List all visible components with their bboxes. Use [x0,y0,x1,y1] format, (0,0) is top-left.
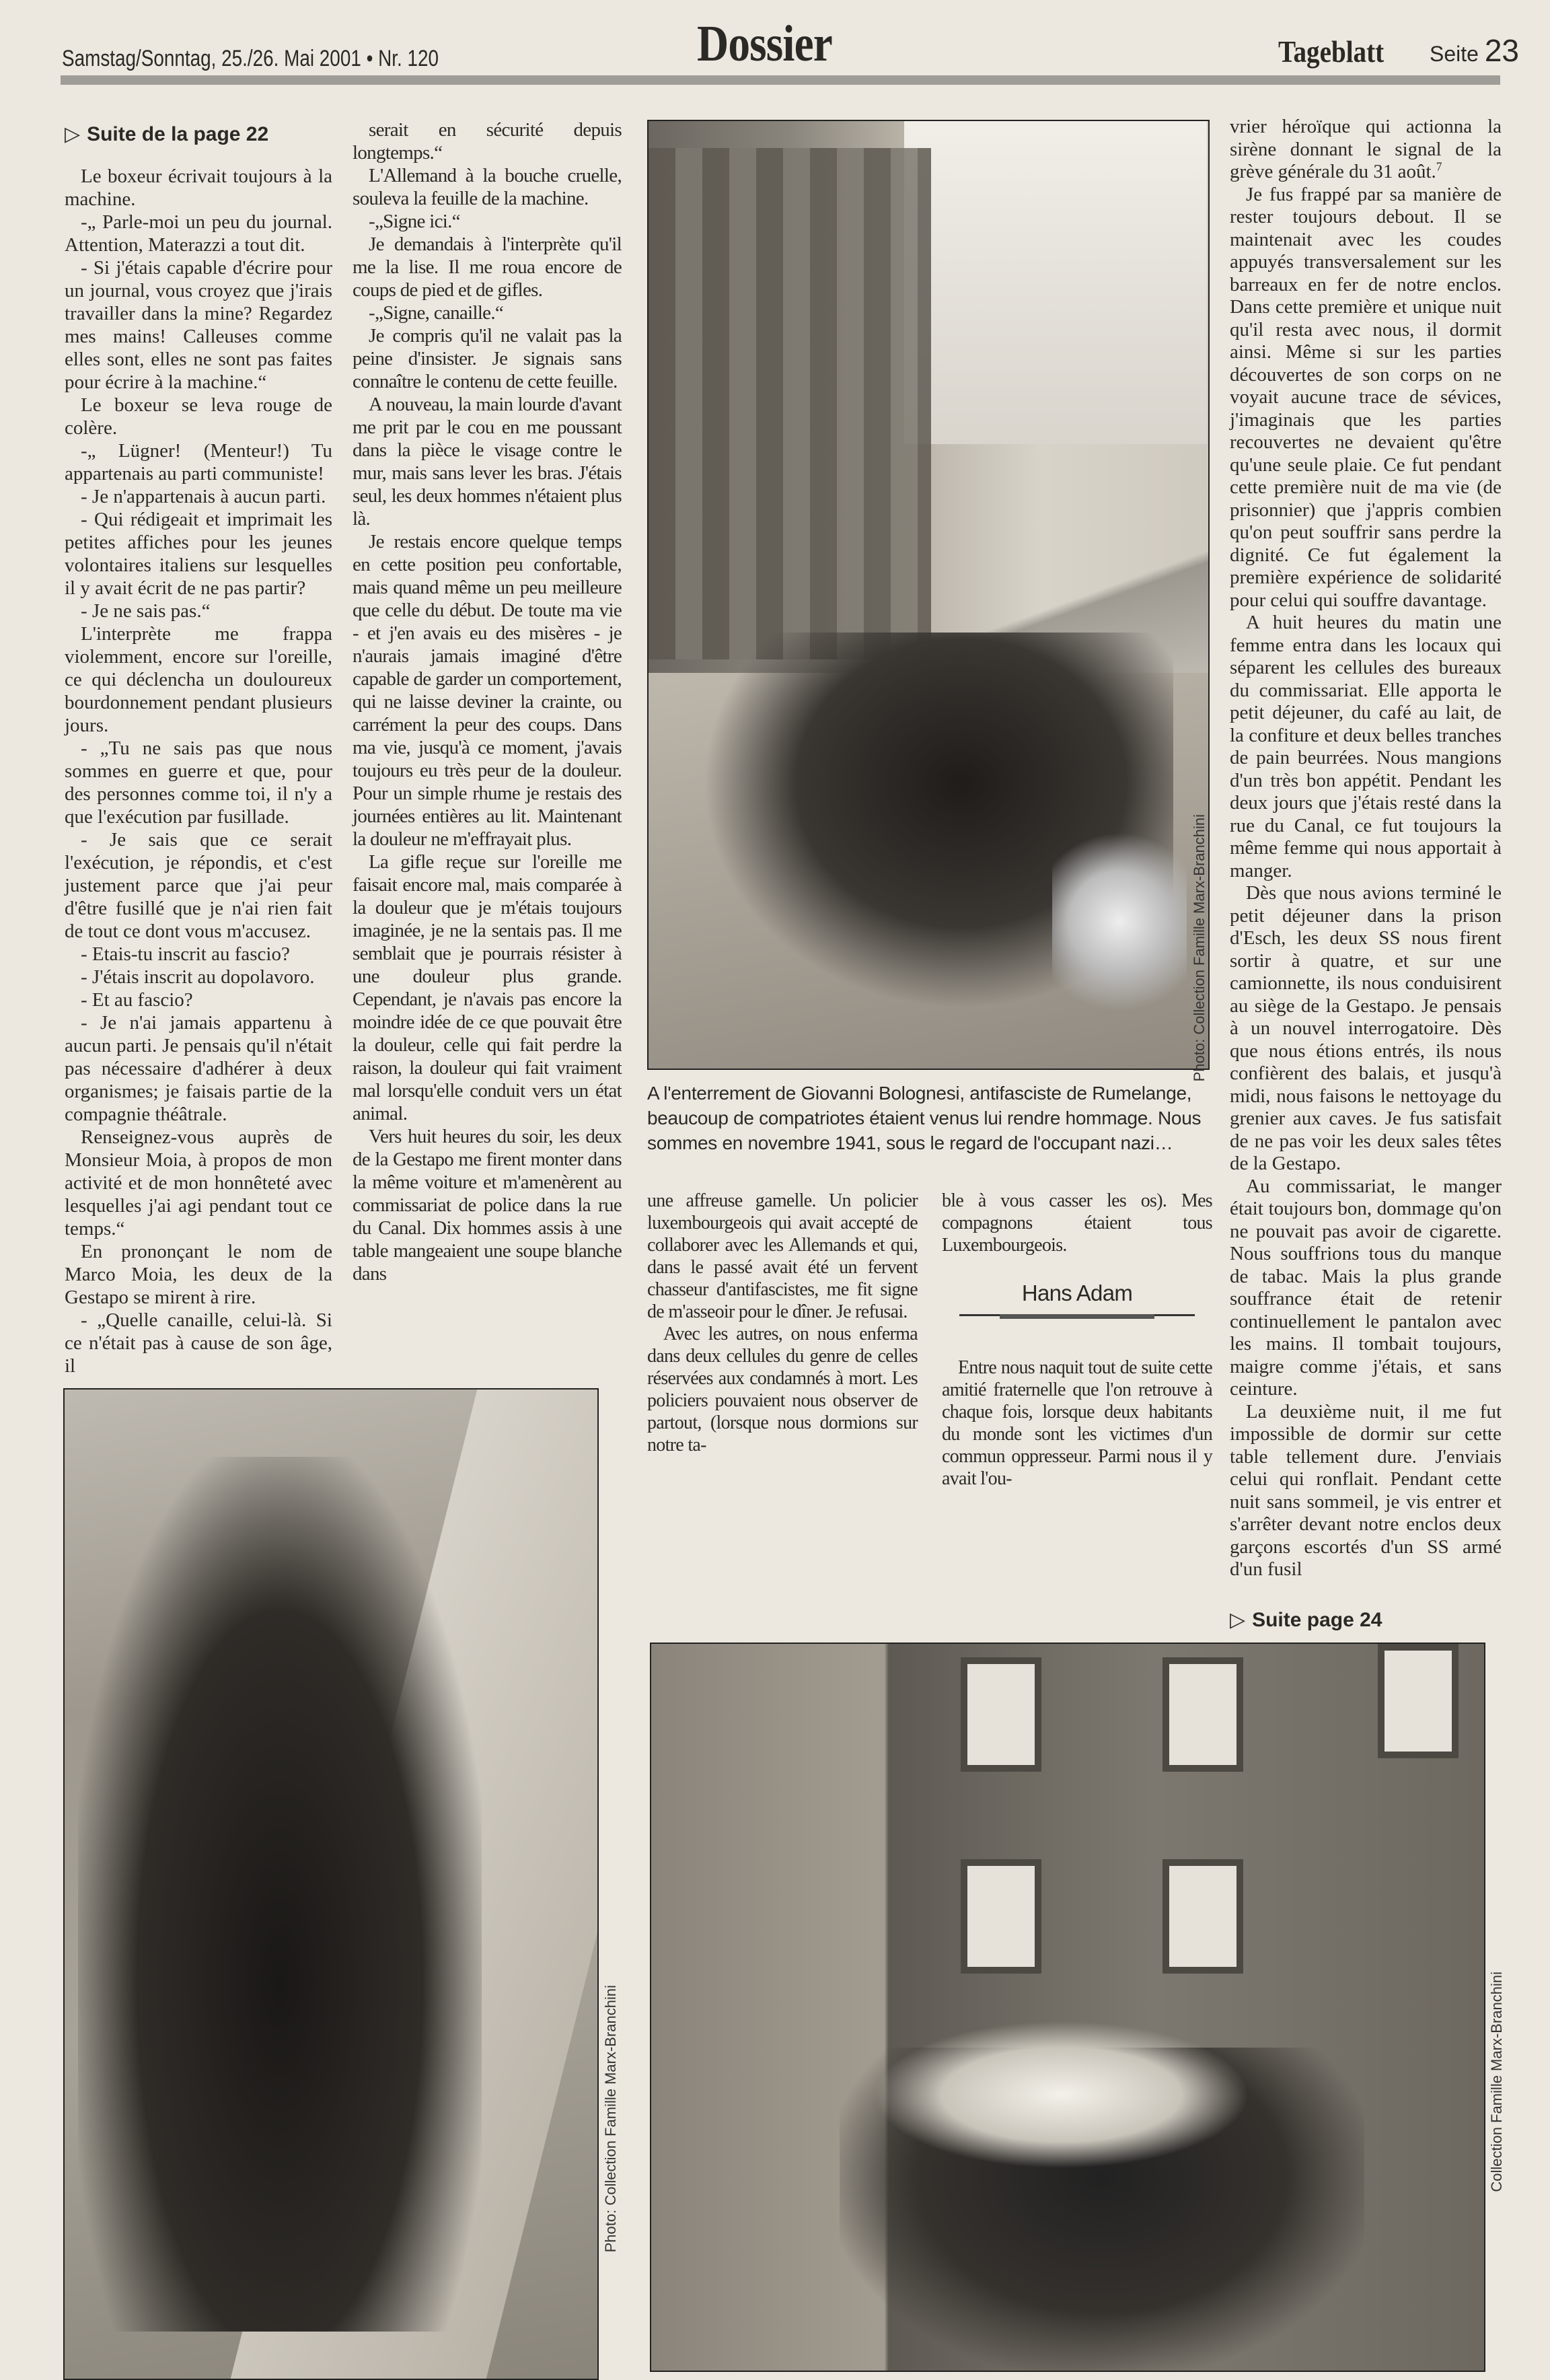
article-column-4 [1230,116,1502,1632]
paragraph: - J'étais inscrit au dopolavoro. [81,966,315,988]
paragraph: une affreuse gamelle. Un policier luxembourgeois qui avait accepté de collaborer avec les Allemands et qui, dans le passé avait été un fervent chasseur d'antifascistes, me fit signe de m'asseoir pour le dîner. Je refusai. [647,1190,918,1322]
paragraph: Je demandais à l'interprète qu'il me la lise. Il me roua encore de coups de pied et de gifles. [353,233,622,301]
paragraph: L'Allemand à la bouche cruelle, souleva la feuille de la machine. [353,165,622,209]
paragraph: En prononçant le nom de Marco Moia, les deux de la Gestapo se mirent à rire. [65,1241,332,1308]
paragraph: L'interprète me frappa violemment, encore sur l'oreille, ce qui déclencha un douloureux bourdonnement pendant plusieurs jours. [65,623,332,736]
marching-band-photo [63,1388,599,2380]
paragraph: -„Signe, canaille.“ [369,302,504,324]
article-column-middle-b [942,1190,1212,1490]
paragraph: Vers huit heures du soir, les deux de la Gestapo me firent monter dans la même voiture et m'amenèrent au commissariat de police dans la rue du Canal. Dix hommes assis à une table mangeaient une soupe blanche dans [353,1126,622,1285]
footnote-mark: 7 [1436,159,1442,174]
paragraph: La deuxième nuit, il me fut impossible de dormir sur cette table tellement dure. J'enviais celui qui ronflait. Pendant cette nuit sans sommeil, je vis entrer et s'arrêter devant notre enclos deux garçons escortés d'un SS armé d'un fusil [1230,1400,1502,1580]
triangle-right-icon: ▷ [1230,1608,1246,1631]
page-number-value: 23 [1484,33,1519,68]
page-label: Seite [1430,42,1479,66]
suite-text: Suite page 24 [1252,1608,1382,1631]
paragraph: serait en sécurité depuis longtemps.“ [353,119,622,164]
issue-date: Samstag/Sonntag, 25./26. Mai 2001 • Nr. 120 [62,46,439,71]
photo-caption: A l'enterrement de Giovanni Bolognesi, antifasciste de Rumelange, beaucoup de compatriotes étaient venus lui rendre hommage. Nous sommes en novembre 1941, sous le regard de l'occupant nazi… [647,1083,1202,1153]
kicker-text: Suite de la page 22 [87,123,269,145]
paragraph: - Etais-tu inscrit au fascio? [81,943,290,965]
paragraph: - Et au fascio? [81,989,193,1011]
paragraph: Dès que nous avions terminé le petit déjeuner dans la prison d'Esch, les deux SS nous firent sortir à quatre, et sur une camionnette, ils nous conduisirent au siège de la Gestapo. Je pensais à un nouvel interrogatoire. Dès que nous étions entrés, ils nous confièrent des balais, et jusqu'à midi, nous faisons le nettoyage du grenier aux caves. Je fus satisfait de ne pas voir les deux sales têtes de la Gestapo. [1230,882,1502,1174]
paragraph: A huit heures du matin une femme entra dans les locaux qui séparent les cellules des bureaux du commissariat. Elle apporta le petit déjeuner, du café au lait, de la confiture et deux belles tranches de pain beurrées. Nous mangions d'un très bon appétit. Pendant les deux jours que j'étais resté dans la rue du Canal, ce fut toujours la même femme qui nous apportait à manger. [1230,612,1502,881]
triangle-right-icon: ▷ [65,123,81,145]
paragraph: La gifle reçue sur l'oreille me faisait encore mal, mais comparée à la douleur que je m'étais toujours imaginée, je ne la sentais pas. Il me semblait que je pourrais résister à une douleur plus grande. Cependant, je n'avais pas encore la moindre idée de ce que pouvait être la douleur, celle qui fait perdre la raison, la douleur qui fait vraiment mal lorsqu'elle conduit vers un état animal. [353,851,622,1124]
paragraph: - Si j'étais capable d'écrire pour un journal, vous croyez que j'irais travailler dans la mine? Regardez mes mains! Calleuses comme elles sont, elles ne sont pas faites pour écrire à la machine.“ [65,257,332,393]
article-column-1 [65,122,332,1377]
paragraph: Renseignez-vous auprès de Monsieur Moia, à propos de mon activité et de mon honnêteté avec lesquelles j'ai agi pendant tout ce temps.“ [65,1126,332,1239]
article-column-middle-a [647,1190,918,1456]
funeral-procession-photo [647,120,1210,1070]
section-title: Dossier [697,15,832,72]
paragraph: Avec les autres, on nous enferma dans deux cellules du genre de celles réservées aux condamnés à mort. Les policiers pouvaient nous observer de partout, (lorsque nous dormions sur notre ta- [647,1324,918,1455]
paragraph: -„ Parle-moi un peu du journal. Attention, Materazzi a tout dit. [65,211,332,256]
paragraph: - „Quelle canaille, celui-là. Si ce n'était pas à cause de son âge, il [65,1309,332,1377]
paragraph: vrier héroïque qui actionna la sirène donnant le signal de la grève générale du 31 août. [1230,116,1502,182]
paragraph: Le boxeur se leva rouge de colère. [65,394,332,439]
paragraph: - Qui rédigeait et imprimait les petites affiches pour les jeunes volontaires italiens sur lesquelles il y avait écrit de ne pas partir? [65,509,332,599]
paragraph: Je restais encore quelque temps en cette position peu confortable, mais quand même un peu meilleure que celle du début. De toute ma vie - et j'en avais eu des misères - je n'aurais jamais imaginé d'être capable de garder un comportement, qui ne laisse deviner la crainte, ou carrément la peur des coups. Dans ma vie, jusqu'à ce moment, j'avais toujours eu très peur de la douleur. Pour un simple rhume je restais des journées entières au lit. Maintenant la douleur ne m'effrayait plus. [353,531,622,850]
photo-credit: Photo: Collection Famille Marx-Branchini [1191,814,1208,1082]
paragraph: - Je ne sais pas.“ [81,600,211,622]
byline-rule [959,1314,1195,1316]
photo-credit: Photo: Collection Famille Marx-Branchini [602,1985,619,2253]
author-name: Hans Adam [1021,1281,1133,1305]
paragraph: -„ Lügner! (Menteur!) Tu appartenais au parti communiste! [65,440,332,484]
paragraph: Entre nous naquit tout de suite cette amitié fraternelle que l'on retrouve à chaque fois, lorsque deux habitants du monde sont les victimes d'un commun oppresseur. Parmi nous il y avait l'ou- [942,1357,1212,1489]
page-number [1430,32,1519,69]
paragraph: Le boxeur écrivait toujours à la machine. [65,166,332,210]
paragraph: A nouveau, la main lourde d'avant me prit par le cou en me poussant dans la pièce le visage contre le mur, mais sans lever les bras. J'étais seul, les deux hommes n'étaient plus là. [353,394,622,530]
paragraph: ble à vous casser les os). Mes compagnons étaient tous Luxembourgeois. [942,1190,1212,1256]
newspaper-name: Tageblatt [1278,34,1385,69]
paragraph: - Je n'ai jamais appartenu à aucun parti. Je pensais qu'il n'était pas nécessaire d'adhérer à deux organismes; je faisais partie de la compagnie théâtrale. [65,1012,332,1125]
continued-on-label [1230,1608,1502,1632]
paragraph: - Je n'appartenais à aucun parti. [81,486,326,507]
author-byline [959,1281,1195,1316]
paragraph: Je fus frappé par sa manière de rester toujours debout. Il se maintenait avec les coudes appuyés transversalement sur les barreaux en fer de notre enclos. Dans cette première et unique nuit qu'il resta avec nous, il dormit ainsi. Même si sur les parties découvertes de son corps on ne voyait aucune trace de sévices, j'imaginais que les parties recouvertes ne devaient qu'être qu'une seule plaie. Ce fut pendant cette première nuit de ma vie (de prisonnier) que j'appris combien qu'on peut souffrir sans perdre la dignité. Ce fut également la première expérience de solidarité pour celui qui souffre davantage. [1230,183,1502,611]
paragraph: - „Tu ne sais pas que nous sommes en guerre et que, pour des personnes comme toi, il n'y a que l'exécution par fusillade. [65,737,332,828]
paragraph: Au commissariat, le manger était toujours bon, dommage qu'on ne pouvait pas avoir de cigarette. Nous souffrions tous du manque de tabac. Mais la plus grande souffrance était de retenir continuellement le pantalon avec les mains. Il tombait toujours, maigre comme j'étais, et sans ceinture. [1230,1175,1502,1400]
article-column-2 [353,118,622,1285]
paragraph: Je compris qu'il ne valait pas la peine d'insister. Je signais sans connaître le contenu de cette feuille. [353,325,622,392]
hearse-photo [650,1643,1485,2372]
paragraph: -„Signe ici.“ [369,211,460,232]
photo-credit: Collection Famille Marx-Branchini [1488,1972,1505,2192]
continued-from-label [65,122,332,146]
paragraph: - Je sais que ce serait l'exécution, je répondis, et c'est justement parce que j'ai peur d'être fusillé que je n'ai rien fait de tout ce dont vous m'accusez. [65,829,332,942]
header-rule [61,75,1500,85]
